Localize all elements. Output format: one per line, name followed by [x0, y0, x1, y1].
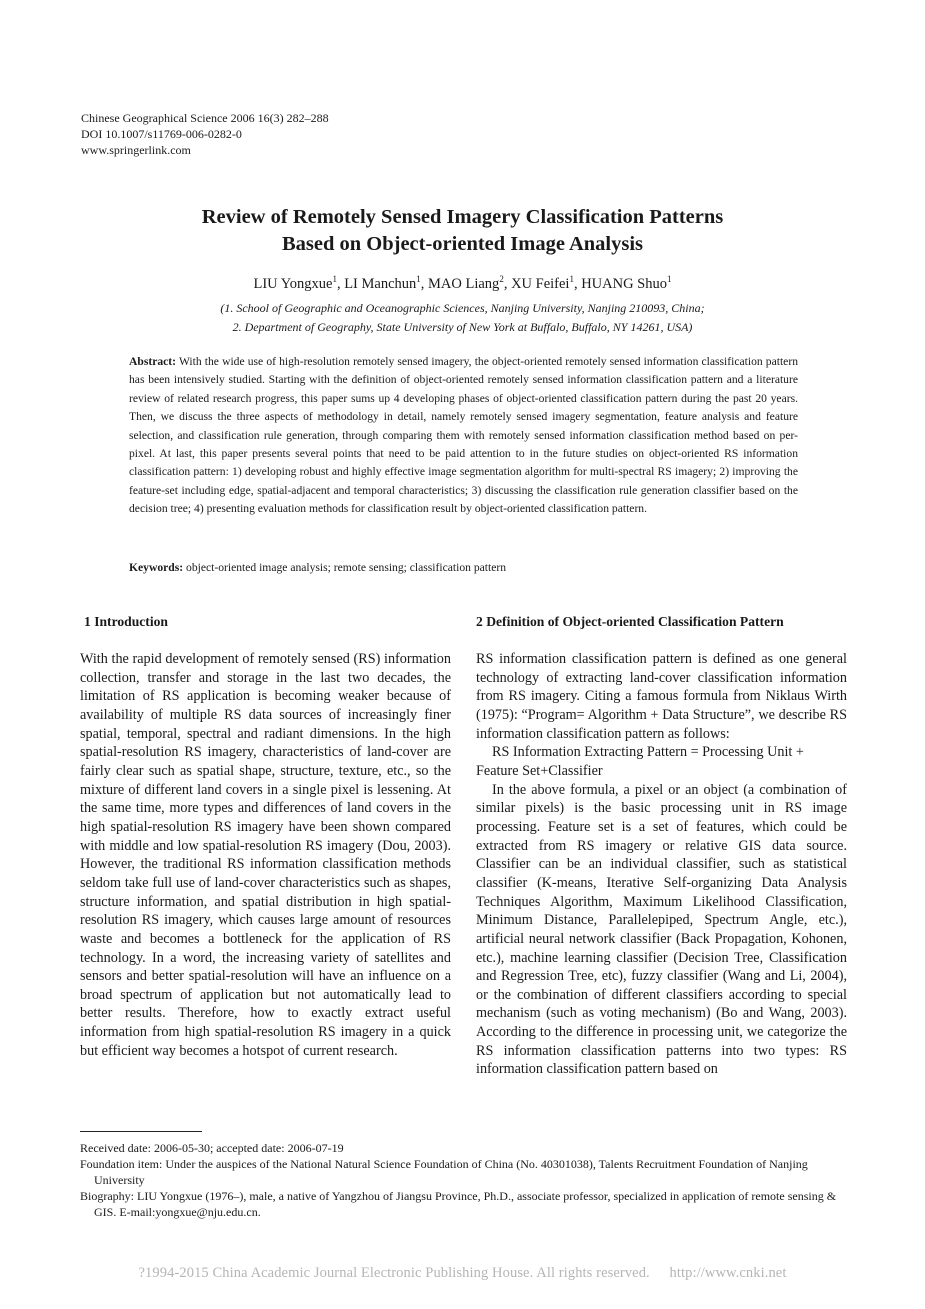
author: LIU Yongxue$^1$,: [253, 274, 345, 292]
footnote-biography: Biography: LIU Yongxue (1976–), male, a native of Yangzhou of Jiangsu Province, Ph.D., associate professor, specialized in application of remote sensing & GIS. E-mail:yongxue@nju.edu.cn.: [80, 1189, 837, 1219]
footnote-received: Received date: 2006-05-30; accepted date: 2006-07-19: [80, 1141, 344, 1155]
author: HUANG Shuo$^1$: [581, 274, 672, 292]
section-heading-definition: 2 Definition of Object-oriented Classification Pattern: [476, 614, 784, 629]
affiliations: [60, 299, 865, 337]
keywords-text: object-oriented image analysis; remote sensing; classification pattern: [186, 561, 507, 574]
journal-doi: DOI 10.1007/s11769-006-0282-0: [81, 127, 242, 141]
formula: RS Information Extracting Pattern = Processing Unit + Feature Set+Classifier: [476, 744, 804, 779]
paper-title-line-2: Based on Object-oriented Image Analysis: [281, 233, 644, 255]
author-list: [60, 276, 865, 293]
keywords: [129, 559, 798, 577]
column-left: [80, 650, 451, 1060]
author: LI Manchun$^1$,: [344, 274, 429, 292]
journal-citation: Chinese Geographical Science 2006 16(3) 282–288: [81, 111, 329, 125]
journal-website: www.springerlink.com: [81, 143, 191, 157]
page-footer: [0, 1265, 925, 1282]
journal-info: [81, 110, 329, 158]
paragraph: RS information classification pattern is defined as one general technology of extracting land-cover classification information from RS imagery. Citing a famous formula from Niklaus Wirth (1975): “Program= Algorithm + Data Structure”, we describe RS information classification pattern as follows:: [476, 651, 847, 742]
abstract-label: Abstract:: [129, 355, 177, 368]
footnote-foundation: Foundation item: Under the auspices of the National Natural Science Foundation of China (No. 40301038), Talents Recruitment Foundation of Nanjing University: [80, 1157, 808, 1187]
footnote-divider: [80, 1131, 202, 1132]
footer-url[interactable]: http://www.cnki.net: [669, 1265, 787, 1281]
keywords-label: Keywords:: [129, 561, 184, 574]
affiliation-1: (1. School of Geographic and Oceanographic Sciences, Nanjing University, Nanjing 210093, China;: [220, 301, 705, 315]
author: MAO Liang$^2$,: [428, 274, 512, 292]
section-heading-introduction: 1 Introduction: [84, 614, 168, 629]
author: XU Feifei$^1$,: [511, 274, 582, 292]
footer-copyright: ?1994-2015 China Academic Journal Electronic Publishing House. All rights reserved.: [138, 1265, 650, 1281]
paragraph: In the above formula, a pixel or an object (a combination of similar pixels) is the basic processing unit in RS image processing. Feature set is a set of features, which could be extracted from RS imagery or relative GIS data source. Classifier can be an individual classifier, such as statistical classifier (K-means, Iterative Self-organizing Data Analysis Techniques Algorithm, Maximum Likelihood Classification, Minimum Distance, Parallelepiped, Spectrum Angle, etc.), artificial neural network classifier (Back Propagation, Kohonen, etc.), machine learning classifier (Decision Tree, Classification and Regression Tree, etc), fuzzy classifier (Wang and Li, 2004), or the combination of different classifiers according to special mechanism (such as voting mechanism) (Bo and Wang, 2003). According to the difference in processing unit, we categorize the RS information classification patterns into two types: RS information classification pattern based on: [476, 781, 847, 1078]
abstract: [129, 353, 798, 519]
abstract-text: With the wide use of high-resolution remotely sensed imagery, the object-oriented remotely sensed information classification pattern has been intensively studied. Starting with the definition of object-oriented remotely sensed information classification pattern and a literature review of related research progress, this paper sums up 4 developing phases of object-oriented classification pattern during the past 20 years. Then, we discuss the three aspects of methodology in detail, namely remotely sensed imagery segmentation, feature analysis and feature selection, and classification rule generation, through comparing them with remotely sensed information classification method based on per-pixel. At last, this paper presents several points that need to be paid attention to in the future studies on object-oriented RS information classification pattern: 1) developing robust and highly effective image segmentation algorithm for multi-spectral RS imagery; 2) improving the feature-set including edge, spatial-adjacent and temporal characteristics; 3) discussing the classification rule generation classifier based on the decision tree; 4) presenting evaluation methods for classification result by object-oriented classification pattern.: [129, 355, 798, 516]
column-right: [476, 650, 847, 1079]
paragraph: With the rapid development of remotely sensed (RS) information collection, transfer and storage in the last two decades, the limitation of RS application is becoming weaker because of availability of multiple RS data sources of increasingly finer spatial, temporal, spectral and radiant dimensions. In the high spatial-resolution RS imagery, characteristics of land-cover are fairly clear such as spatial shape, structure, texture, etc., so the mixture of different land covers in a single pixel is lessening. At the same time, more types and differences of land covers in the high spatial-resolution RS imagery have been shown compared with middle and low spatial-resolution RS imagery (Dou, 2003). However, the traditional RS information classification methods seldom take full use of land-cover characteristics such as shapes, structure information, and spatial distribution in high spatial-resolution RS imagery, which causes large amount of resources waste and becomes a bottleneck for the application of RS technology. In a word, the increasing variety of satellites and sensors and better spatial-resolution will have an influence on a broad spectrum of application but not automatically lead to better results. Therefore, how to exactly extract useful information from high spatial-resolution RS imagery in a quick but efficient way becomes a hotspot of current research.: [80, 651, 451, 1059]
affiliation-2: 2. Department of Geography, State University of New York at Buffalo, Buffalo, NY 14261, USA): [232, 320, 693, 334]
paper-title: [60, 204, 865, 258]
paper-title-line-1: Review of Remotely Sensed Imagery Classification Patterns: [201, 206, 724, 228]
footnotes: [80, 1140, 846, 1220]
